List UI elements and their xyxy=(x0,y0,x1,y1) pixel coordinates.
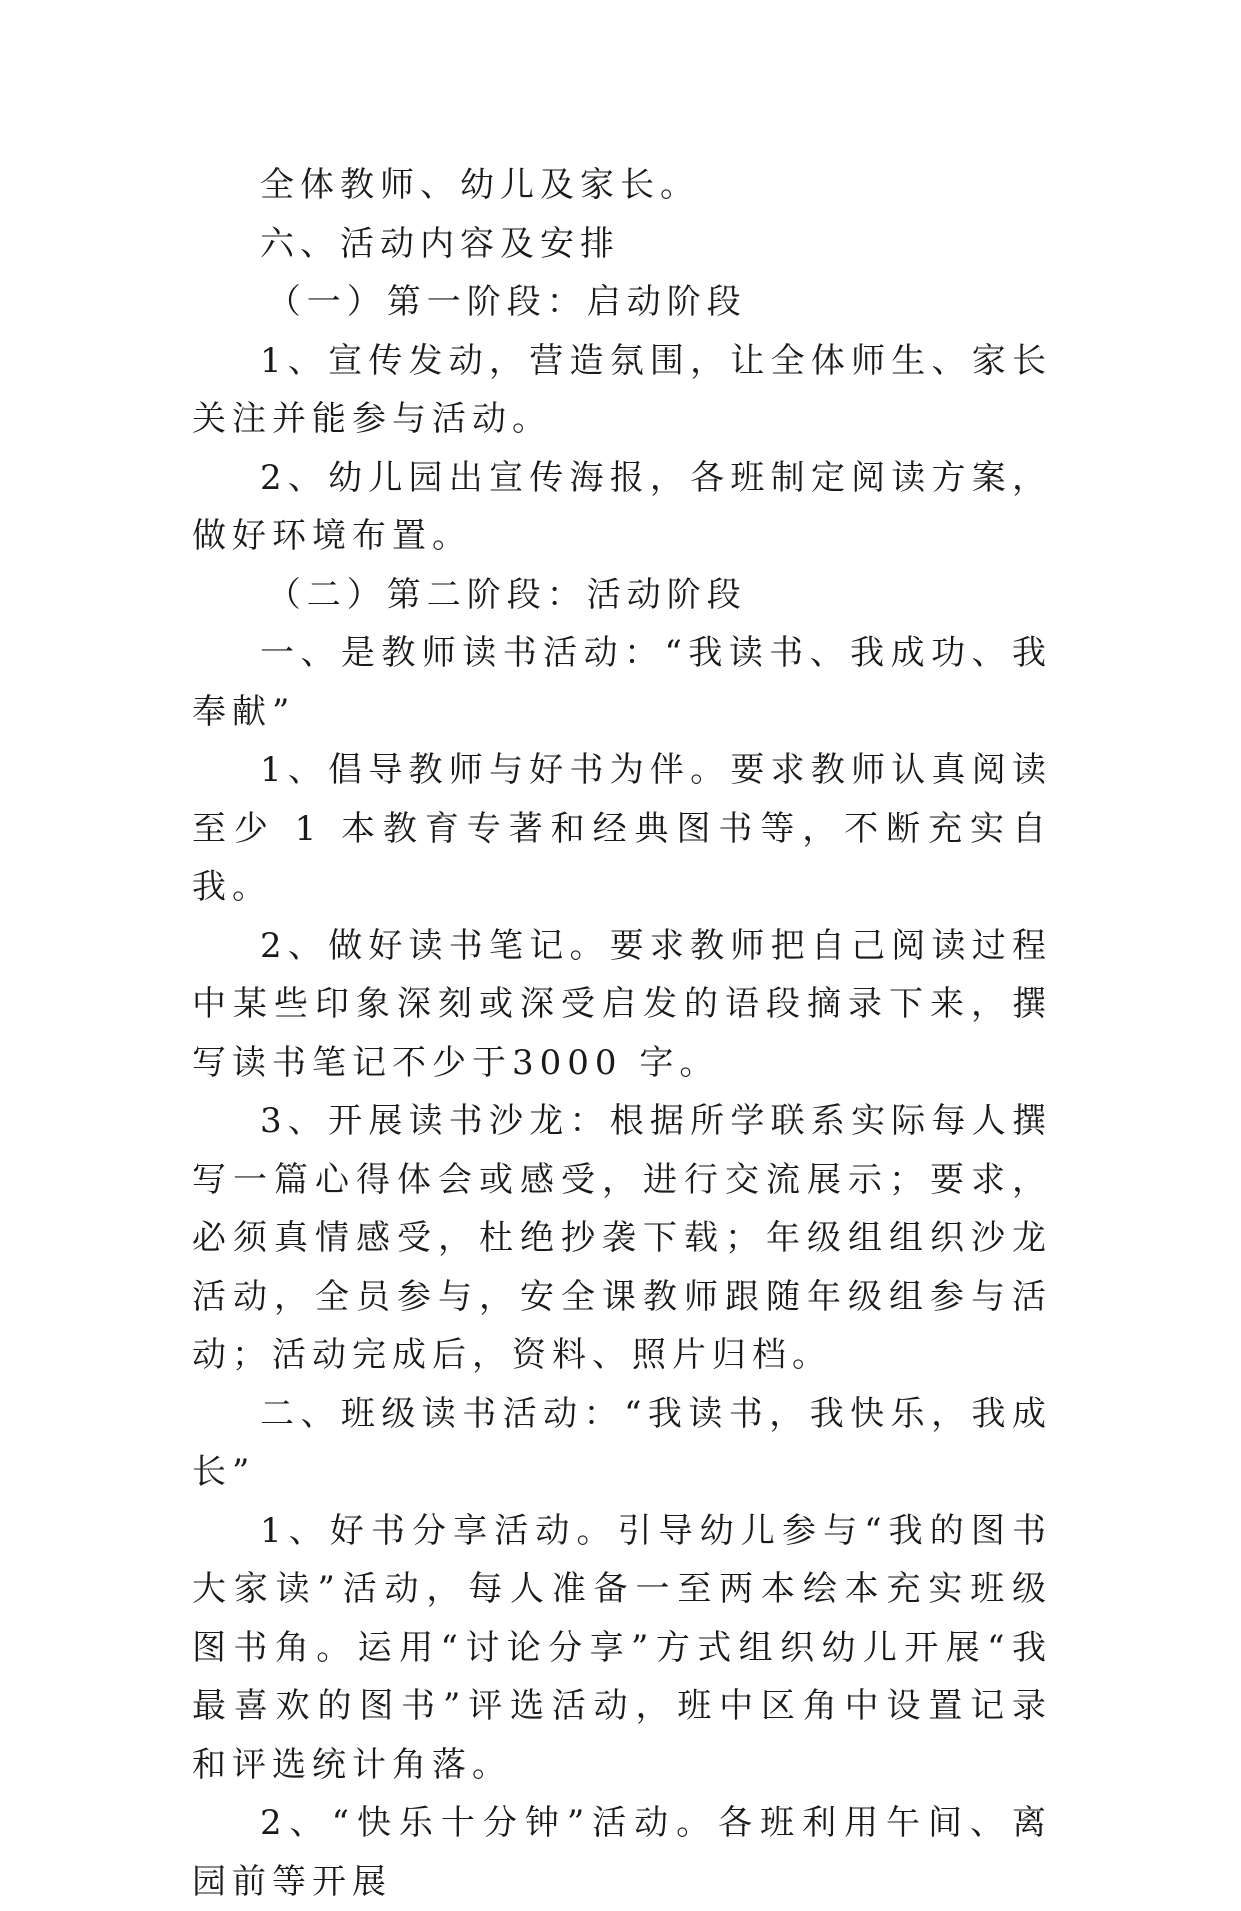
paragraph-participants: 全体教师、幼儿及家长。 xyxy=(260,165,700,205)
heading-teacher-reading: 一、是教师读书活动：“我读书、我成功、我奉献” xyxy=(192,633,1052,732)
subheading-phase-one: （一）第一阶段：启动阶段 xyxy=(266,282,747,322)
paragraph-phase-one-item-1: 1、宣传发动，营造氛围，让全体师生、家长关注并能参与活动。 xyxy=(192,340,1052,439)
paragraph-teacher-item-1: 1、倡导教师与好书为伴。要求教师认真阅读至少 1 本教育专著和经典图书等，不断充实自我。 xyxy=(192,750,1052,907)
paragraph-phase-one-item-2: 2、幼儿园出宣传海报，各班制定阅读方案，做好环境布置。 xyxy=(192,457,1052,556)
section-heading-activity-content: 六、活动内容及安排 xyxy=(260,223,620,264)
paragraph-class-item-1: 1、好书分享活动。引导幼儿参与“我的图书大家读”活动，每人准备一至两本绘本充实班级图书角。运用“讨论分享”方式组织幼儿开展“我最喜欢的图书”评选活动，班中区角中设置记录和评选统计角落。 xyxy=(192,1510,1052,1785)
document-body xyxy=(192,156,1052,1911)
heading-class-reading: 二、班级读书活动：“我读书，我快乐，我成长” xyxy=(192,1393,1052,1492)
subheading-phase-two: （二）第二阶段：活动阶段 xyxy=(266,574,747,615)
paragraph-teacher-item-3: 3、开展读书沙龙：根据所学联系实际每人撰写一篇心得体会或感受，进行交流展示；要求，必须真情感受，杜绝抄袭下载；年级组组织沙龙活动，全员参与，安全课教师跟随年级组参与活动；活动完成后，资料、照片归档。 xyxy=(192,1101,1052,1375)
paragraph-teacher-item-2: 2、做好读书笔记。要求教师把自己阅读过程中某些印象深刻或深受启发的语段摘录下来，撰写读书笔记不少于3000 字。 xyxy=(192,925,1052,1083)
paragraph-class-item-2: 2、“快乐十分钟”活动。各班利用午间、离园前等开展 xyxy=(192,1803,1052,1902)
